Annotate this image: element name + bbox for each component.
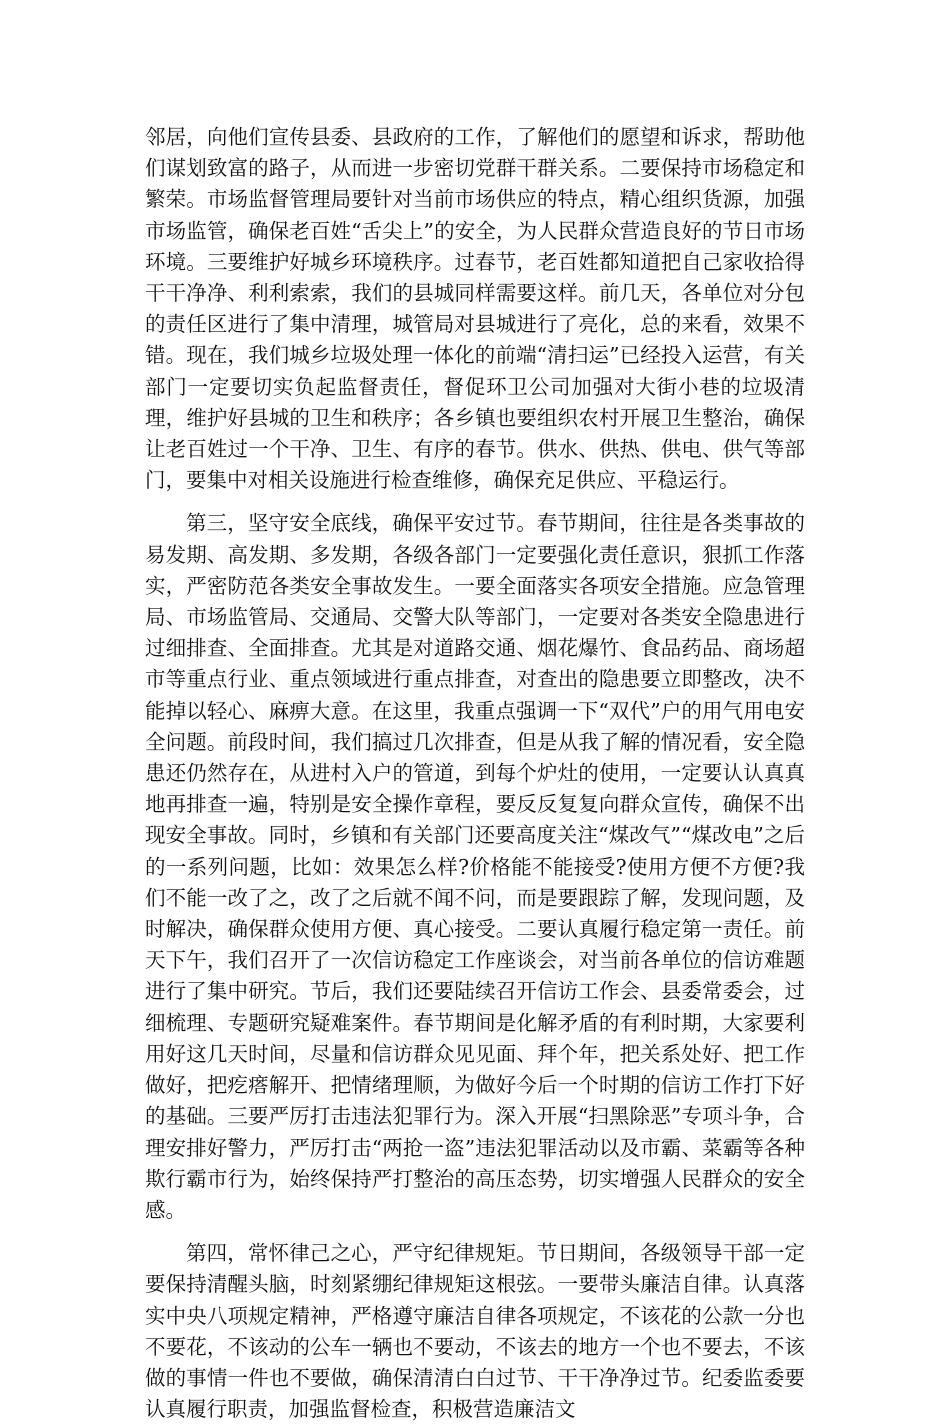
paragraph-continuation: 邻居，向他们宣传县委、县政府的工作，了解他们的愿望和诉求，帮助他们谋划致富的路子，从而进一步密切党群干群关系。二要保持市场稳定和繁荣。市场监督管理局要针对当前市场供应的特点，精心组织货源，加强市场监管，确保老百姓“舌尖上”的安全，为人民群众营造良好的节日市场环境。三要维护好城乡环境秩序。过春节，老百姓都知道把自己家收拾得干干净净、利利索索，我们的县城同样需要这样。前几天，各单位对分包的责任区进行了集中清理，城管局对县城进行了亮化，总的来看，效果不错。现在，我们城乡垃圾处理一体化的前端“清扫运”已经投入运营，有关部门一定要切实负起监督责任，督促环卫公司加强对大街小巷的垃圾清理，维护好县城的卫生和秩序；各乡镇也要组织农村开展卫生整治，确保让老百姓过一个干净、卫生、有序的春节。供水、供热、供电、供气等部门，要集中对相关设施进行检查维修，确保充足供应、平稳运行。 — [145, 125, 805, 493]
document-body — [145, 122, 805, 1425]
paragraph-section-four: 第四，常怀律己之心，严守纪律规矩。节日期间，各级领导干部一定要保持清醒头脑，时刻紧绷纪律规矩这根弦。一要带头廉洁自律。认真落实中央八项规定精神，严格遵守廉洁自律各项规定，不该花的公款一分也不要花，不该动的公车一辆也不要动，不该去的地方一个也不要去，不该做的事情一件也不要做，确保清清白白过节、干干净净过节。纪委监委要认真履行职责，加强监督检查，积极营造廉洁文 — [145, 1241, 805, 1422]
paragraph-section-three: 第三，坚守安全底线，确保平安过节。春节期间，往往是各类事故的易发期、高发期、多发期，各级各部门一定要强化责任意识，狠抓工作落实，严密防范各类安全事故发生。一要全面落实各项安全措施。应急管理局、市场监管局、交通局、交警大队等部门，一定要对各类安全隐患进行过细排查、全面排查。尤其是对道路交通、烟花爆竹、食品药品、商场超市等重点行业、重点领域进行重点排查，对查出的隐患要立即整改，决不能掉以轻心、麻痹大意。在这里，我重点强调一下“双代”户的用气用电安全问题。前段时间，我们搞过几次排查，但是从我了解的情况看，安全隐患还仍然存在，从进村入户的管道，到每个炉灶的使用，一定要认认真真地再排查一遍，特别是安全操作章程，要反反复复向群众宣传，确保不出现安全事故。同时，乡镇和有关部门还要高度关注“煤改气”“煤改电”之后的一系列问题，比如：效果怎么样?价格能不能接受?使用方便不方便?我们不能一改了之，改了之后就不闻不问，而是要跟踪了解，发现问题，及时解决，确保群众使用方便、真心接受。二要认真履行稳定第一责任。前天下午，我们召开了一次信访稳定工作座谈会，对当前各单位的信访难题进行了集中研究。节后，我们还要陆续召开信访工作会、县委常委会，过细梳理、专题研究疑难案件。春节期间是化解矛盾的有利时期，大家要利用好这几天时间，尽量和信访群众见见面、拜个年，把关系处好、把工作做好，把疙瘩解开、把情绪理顺，为做好今后一个时期的信访工作打下好的基础。三要严厉打击违法犯罪行为。深入开展“扫黑除恶”专项斗争，合理安排好警力，严厉打击“两抢一盗”违法犯罪活动以及市霸、菜霸等各种欺行霸市行为，始终保持严打整治的高压态势，切实增强人民群众的安全感。 — [145, 511, 805, 1222]
